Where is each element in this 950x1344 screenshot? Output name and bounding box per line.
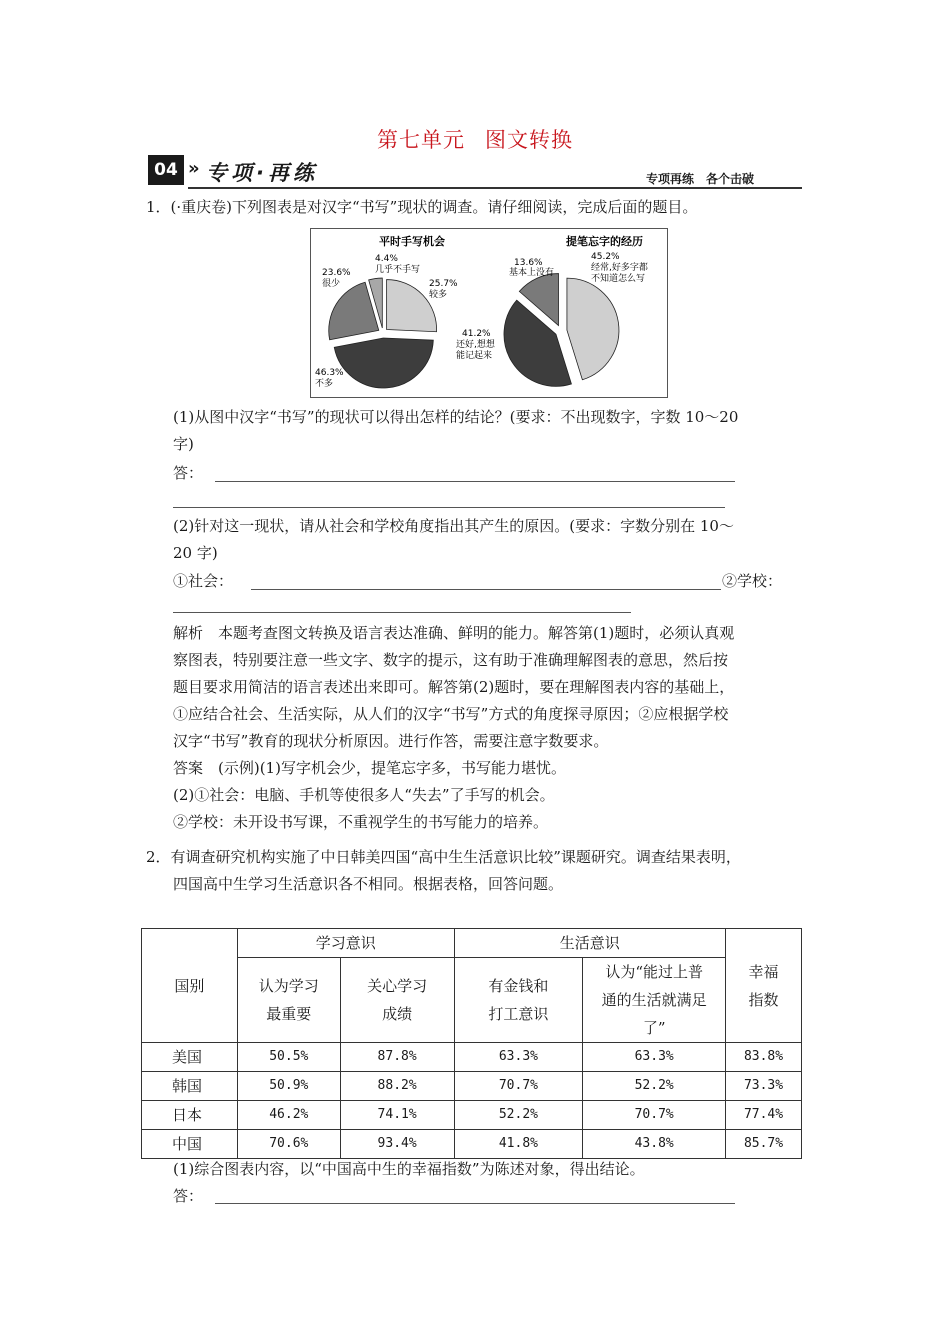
c1-bottom-pct: 46.3% xyxy=(315,368,344,378)
pie-chart-hand-writing xyxy=(329,278,437,388)
happiness-line2: 指数 xyxy=(748,990,779,1009)
table-row xyxy=(142,1130,802,1159)
table-row xyxy=(142,1043,802,1072)
table-cell: 73.3% xyxy=(726,1072,802,1101)
table-row xyxy=(142,1101,802,1130)
analysis-line: ①应结合社会、生活实际，从人们的汉字“书写”方式的角度探寻原因；②应根据学校 xyxy=(173,705,729,723)
q1-stem: 1．(·重庆卷)下列图表是对汉字“书写”现状的调查。请仔细阅读，完成后面的题目。 xyxy=(146,198,698,216)
table-cell: 88.2% xyxy=(340,1072,454,1101)
c2-right-pct: 45.2% xyxy=(591,252,620,262)
society-blank[interactable] xyxy=(251,589,721,590)
c1-left-pct: 23.6% xyxy=(322,268,351,278)
c2-mid-label-1: 还好,想想 xyxy=(456,340,495,350)
q1-sub1-line2: 字) xyxy=(173,435,194,453)
school-blank[interactable] xyxy=(173,612,631,613)
header-country: 国别 xyxy=(142,929,238,1043)
answer-line: (2)①社会：电脑、手机等使很多人“失去”了手写的机会。 xyxy=(173,786,555,804)
table-cell: 50.5% xyxy=(237,1043,340,1072)
table-cell: 50.9% xyxy=(237,1072,340,1101)
c1-left-label: 很少 xyxy=(322,279,341,289)
q2-answer-blank[interactable] xyxy=(215,1203,735,1204)
row-country: 美国 xyxy=(142,1043,238,1072)
analysis-line: 解析 本题考查图文转换及语言表达准确、鲜明的能力。解答第(1)题时，必须认真观 xyxy=(173,624,735,642)
analysis-line: 汉字“书写”教育的现状分析原因。进行作答，需要注意字数要求。 xyxy=(173,732,609,750)
answer-line: ②学校：未开设书写课，不重视学生的书写能力的培养。 xyxy=(173,813,549,831)
analysis-line: 题目要求用简洁的语言表述出来即可。解答第(2)题时，要在理解图表内容的基础上， xyxy=(173,678,735,696)
q1-sub2-line1: (2)针对这一现状，请从社会和学校角度指出其产生的原因。(要求：字数分别在 10～ xyxy=(173,517,734,535)
q1-sub1-line1: (1)从图中汉字“书写”的现状可以得出怎样的结论？(要求：不出现数字，字数 10～20 xyxy=(173,408,739,426)
c1-top-label: 几乎不手写 xyxy=(375,265,421,275)
q2-answer-label: 答： xyxy=(173,1187,204,1205)
society-label: ①社会： xyxy=(173,572,234,590)
q2-stem-line1: 2．有调查研究机构实施了中日韩美四国“高中生生活意识比较”课题研究。调查结果表明， xyxy=(146,848,741,866)
header-life: 生活意识 xyxy=(454,929,726,958)
table-cell: 70.6% xyxy=(237,1130,340,1159)
section-badge: 04 xyxy=(148,155,184,185)
c2-mid-label-2: 能记起来 xyxy=(456,351,493,361)
chart2-title: 提笔忘字的经历 xyxy=(566,235,643,248)
c1-right-label: 较多 xyxy=(429,290,448,300)
table-cell: 52.2% xyxy=(454,1101,583,1130)
section-banner xyxy=(148,152,802,190)
header-study-important: 认为学习 最重要 xyxy=(237,958,340,1043)
table-cell: 70.7% xyxy=(454,1072,583,1101)
header-study: 学习意识 xyxy=(237,929,454,958)
answer-line: 答案 (示例)(1)写字机会少，提笔忘字多，书写能力堪忧。 xyxy=(173,759,566,777)
page-title xyxy=(0,124,950,154)
row-country: 中国 xyxy=(142,1130,238,1159)
table-row xyxy=(142,1072,802,1101)
header-ordinary-life: 认为“能过上普 通的生活就满足 了” xyxy=(583,958,726,1043)
table-cell: 83.8% xyxy=(726,1043,802,1072)
answer-blank-2[interactable] xyxy=(173,507,725,508)
row-country: 日本 xyxy=(142,1101,238,1130)
q1-sub2-line2: 20 字) xyxy=(173,544,218,562)
table-cell: 41.8% xyxy=(454,1130,583,1159)
header-money-work: 有金钱和 打工意识 xyxy=(454,958,583,1043)
unit-title: 第七单元 xyxy=(377,128,465,152)
table-cell: 43.8% xyxy=(583,1130,726,1159)
q1-analysis xyxy=(173,620,734,836)
survey-table xyxy=(141,928,802,1159)
row-country: 韩国 xyxy=(142,1072,238,1101)
banner-divider xyxy=(188,187,802,189)
table-cell: 46.2% xyxy=(237,1101,340,1130)
q1-answer-label: 答： xyxy=(173,464,204,482)
analysis-line: 察图表，特别要注意一些文字、数字的提示，这有助于准确理解图表的意思，然后按 xyxy=(173,651,729,669)
school-label: ②学校： xyxy=(722,572,783,590)
table-cell: 77.4% xyxy=(726,1101,802,1130)
pie-slice xyxy=(334,338,433,388)
c2-right-label-2: 不知道怎么写 xyxy=(591,274,646,284)
table-cell: 52.2% xyxy=(583,1072,726,1101)
answer-blank-1[interactable] xyxy=(215,481,735,482)
pie-charts-svg xyxy=(311,229,667,397)
c2-right-label-1: 经常,好多字都 xyxy=(591,263,648,273)
pie-slice xyxy=(329,282,379,339)
header-care-grades: 关心学习 成绩 xyxy=(340,958,454,1043)
pie-slice xyxy=(504,300,571,386)
pie-charts-figure xyxy=(310,228,668,398)
table-cell: 93.4% xyxy=(340,1130,454,1159)
topic-title: 图文转换 xyxy=(485,128,573,152)
header-happiness xyxy=(726,929,802,1043)
chart1-title: 平时手写机会 xyxy=(379,235,445,248)
q2-stem-line2: 四国高中生学习生活意识各不相同。根据表格，回答问题。 xyxy=(173,875,564,893)
table-cell: 74.1% xyxy=(340,1101,454,1130)
banner-heading: 专项·再练 xyxy=(206,161,318,185)
table-cell: 63.3% xyxy=(454,1043,583,1072)
table-cell: 70.7% xyxy=(583,1101,726,1130)
chevron-right-icon: » xyxy=(188,158,200,179)
table-cell: 63.3% xyxy=(583,1043,726,1072)
table-cell: 85.7% xyxy=(726,1130,802,1159)
c2-left-label: 基本上没有 xyxy=(509,268,555,278)
happiness-line1: 幸福 xyxy=(748,962,779,981)
c2-mid-pct: 41.2% xyxy=(462,329,491,339)
c2-left-pct: 13.6% xyxy=(514,258,543,268)
q2-sub1: (1)综合图表内容，以“中国高中生的幸福指数”为陈述对象，得出结论。 xyxy=(173,1160,645,1178)
c1-top-pct: 4.4% xyxy=(375,254,398,264)
banner-subtitle: 专项再练 各个击破 xyxy=(645,172,754,186)
c1-bottom-label: 不多 xyxy=(315,379,334,389)
c1-right-pct: 25.7% xyxy=(429,279,458,289)
pie-slice xyxy=(567,278,619,380)
table-cell: 87.8% xyxy=(340,1043,454,1072)
pie-chart-forget-characters xyxy=(504,274,619,387)
